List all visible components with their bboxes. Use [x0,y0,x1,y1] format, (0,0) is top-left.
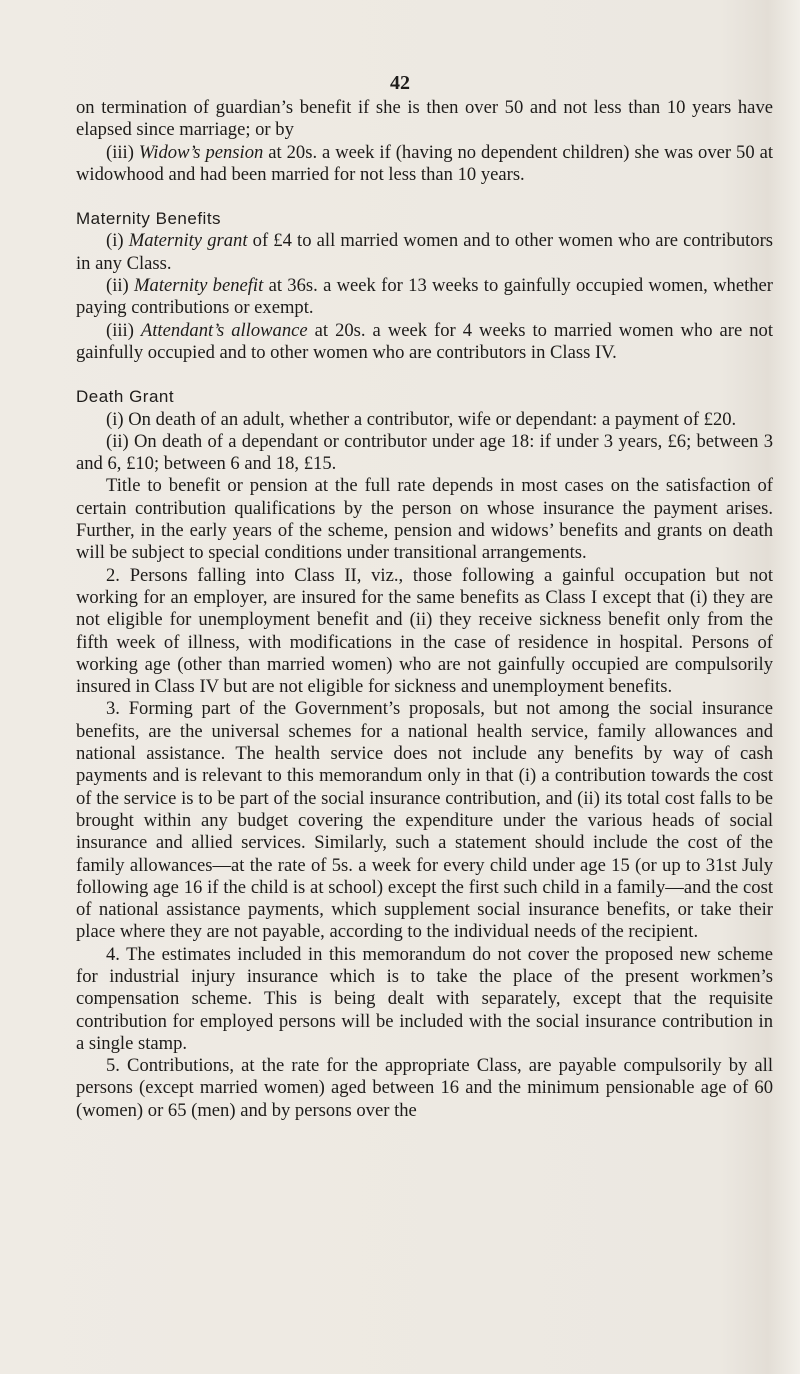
page-body [76,97,773,1122]
item-number: (ii) [106,275,135,297]
continued-paragraph: on termination of guardian’s benefit if she is then over 50 and not less than 10 years have elapsed since marriage; or by [76,97,773,141]
maternity-benefits-heading: Maternity Benefits [76,209,222,229]
death-grant-heading: Death Grant [76,387,175,407]
paragraph-5: 5. Contributions, at the rate for the appropriate Class, are payable compulsorily by all persons (except married women) aged between 16 and the minimum pensionable age of 60 (women) or 65 (men) and by persons over the [76,1055,773,1121]
item-term: Maternity grant [128,230,248,252]
page-number: 42 [390,72,410,94]
item-number: (iii) [106,319,141,341]
death-grant-item-1: (i) On death of an adult, whether a contributor, wife or dependant: a payment of £20. [106,408,737,430]
item-term: Maternity benefit [134,275,264,297]
death-grant-item-2: (ii) On death of a dependant or contributor under age 18: if under 3 years, £6; between 3 and 6, £10; between 6 and 18, £15. [76,430,773,475]
widow-pension-item [76,142,773,187]
maternity-item-2 [76,275,773,320]
paragraph-3: 3. Forming part of the Government’s proposals, but not among the social insurance benefits, are the universal schemes for a national health service, family allowances and national assistance. The health service does not include any benefits by way of cash payments and is relevant to this memorandum only in that (i) a contribution towards the cost of the service is to be part of the social insurance contribution, and (ii) its total cost falls to be brought within any budget covering the expenditure under the various heads of social insurance and allied services. Similarly, such a statement should include the cost of the family allowances—at the rate of 5s. a week for every child under age 15 (or up to 31st July following age 16 if the child is at school) except the first such child in a family—and the cost of national assistance payments, which supplement social insurance benefits, or take their place where they are not payable, according to the individual needs of the recipient. [76,698,773,943]
paragraph-4: 4. The estimates included in this memorandum do not cover the proposed new scheme for industrial injury insurance which is to take the place of the present workmen’s compensation scheme. This is being dealt with separately, except that the requisite contribution for employed persons will be included with the social insurance contribution in a single stamp. [76,943,773,1054]
item-text: at 20s. a week for 4 weeks to married women who are not gainfully occupied and to other women who are contributors in Class IV. [76,319,774,363]
item-text: at 36s. a week for 13 weeks to gainfully occupied women, whether paying contributions or exempt. [76,275,773,319]
paragraph-title-to-benefit: Title to benefit or pension at the full rate depends in most cases on the satisfaction of certain contribution qualifications by the person on whose insurance the payment arises. Further, in the early years of the scheme, pension and widows’ benefits and grants on death will be subject to special conditions under transitional arrangements. [76,475,773,564]
item-term: Attendant’s allowance [140,319,308,341]
paragraph-2: 2. Persons falling into Class II, viz., those following a gainful occupation but not working for an employer, are insured for the same benefits as Class I except that (i) they are not eligible for unemployment benefit and (ii) they receive sickness benefit only from the fifth week of illness, with modifications in the case of residence in hospital. Persons of working age (other than married women) who are not gainfully occupied are compulsorily insured in Class IV but are not eligible for sickness and unemployment benefits. [76,564,773,698]
item-text: at 20s. a week if (having no dependent children) she was over 50 at widowhood and had been married for not less than 10 years. [76,141,774,185]
maternity-item-1 [76,230,773,275]
item-text: of £4 to all married women and to other women who are contributors in any Class. [76,230,774,274]
maternity-item-3 [76,320,773,365]
item-number: (i) [106,230,129,252]
item-number: (iii) [106,141,139,163]
item-term: Widow’s pension [138,141,264,163]
